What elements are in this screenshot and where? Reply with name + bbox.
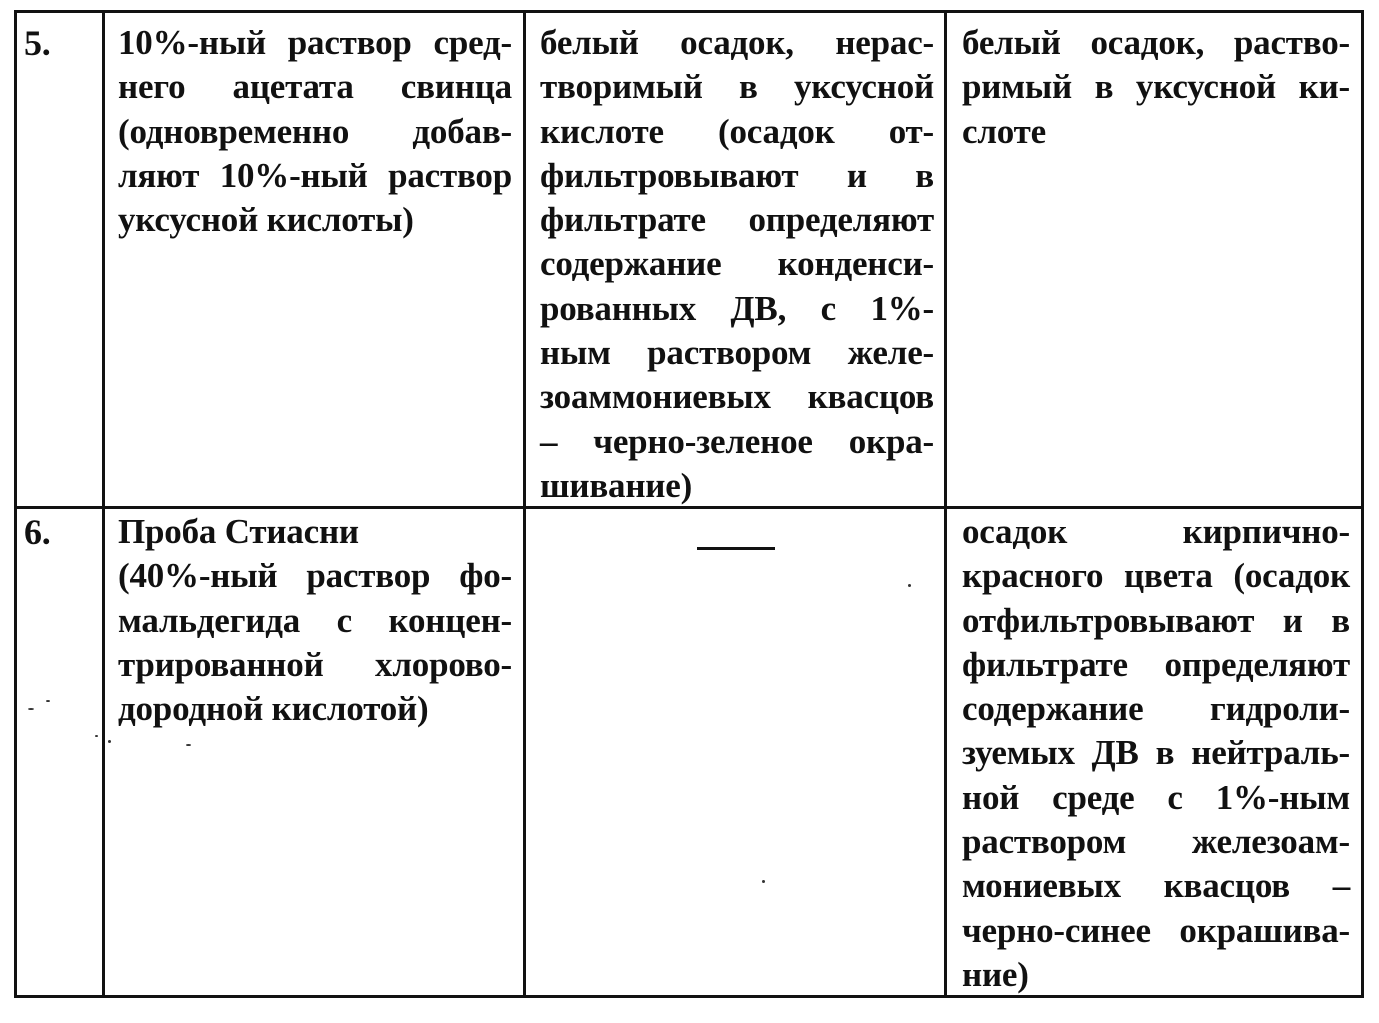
column-divider-2 [523,10,526,998]
result-cell-col4 [962,21,1350,154]
text-line: красного цвета (осадок [962,556,1350,596]
text-line: слоте [962,111,1046,151]
scan-speck [908,584,911,587]
scan-speck [186,744,191,746]
text-line: содержание гидроли- [962,689,1350,729]
text-line: фильтрате определяют [540,200,934,240]
text-line: зуемых ДВ в нейтраль- [962,733,1350,773]
row-number-text: 5. [24,23,51,63]
column-divider-3 [944,10,947,998]
row-number [24,21,94,65]
text-line: уксусной кислоты) [118,200,414,240]
reagent-cell [118,510,512,731]
scan-speck [46,700,50,702]
text-line: осадок кирпично- [962,512,1350,551]
row-number-text: 6. [24,512,51,552]
text-line: отфильтровывают и в [962,600,1350,640]
text-line: ляют 10%-ный раствор [118,155,512,195]
text-line: раствором железоам- [962,822,1350,862]
text-line: мальдегида с концен- [118,600,512,640]
scan-speck [108,740,111,743]
text-line: ным раствором желе- [540,333,934,373]
text-line: (одновременно добав- [118,111,512,151]
text-line: 10%-ный раствор сред- [118,23,512,62]
text-line: Проба Стиасни [118,512,359,551]
text-line: фильтрате определяют [962,644,1350,684]
text-line: мониевых квасцов – [962,866,1350,906]
text-line: белый осадок, нерас- [540,23,934,62]
scan-speck [95,735,98,737]
result-cell-col4 [962,510,1350,997]
text-line: ние) [962,954,1029,994]
scan-speck [762,880,765,883]
text-line: римый в уксусной ки- [962,67,1350,107]
text-line: белый осадок, раство- [962,23,1350,62]
text-line: трированной хлорово- [118,644,512,684]
text-line: творимый в уксусной [540,67,934,107]
text-line: шивание) [540,465,693,505]
text-line: черно-синее окрашива- [962,910,1350,950]
text-line: содержание конденси- [540,244,934,284]
column-divider-1 [102,10,105,998]
scan-speck [28,708,34,710]
text-line: – черно-зеленое окра- [540,421,934,461]
row-number [24,510,94,554]
text-line: ной среде с 1%-ным [962,777,1350,817]
text-line: кислоте (осадок от- [540,111,934,151]
text-line: дородной кислотой) [118,689,429,729]
empty-dash [697,547,775,550]
text-line: (40%-ный раствор фо- [118,556,512,596]
text-line: фильтровывают и в [540,155,934,195]
text-line: зоаммониевых квасцов [540,377,934,417]
result-cell-col3 [540,21,934,508]
reagent-cell [118,21,512,242]
text-line: него ацетата свинца [118,67,512,107]
text-line: рованных ДВ, с 1%- [540,288,934,328]
